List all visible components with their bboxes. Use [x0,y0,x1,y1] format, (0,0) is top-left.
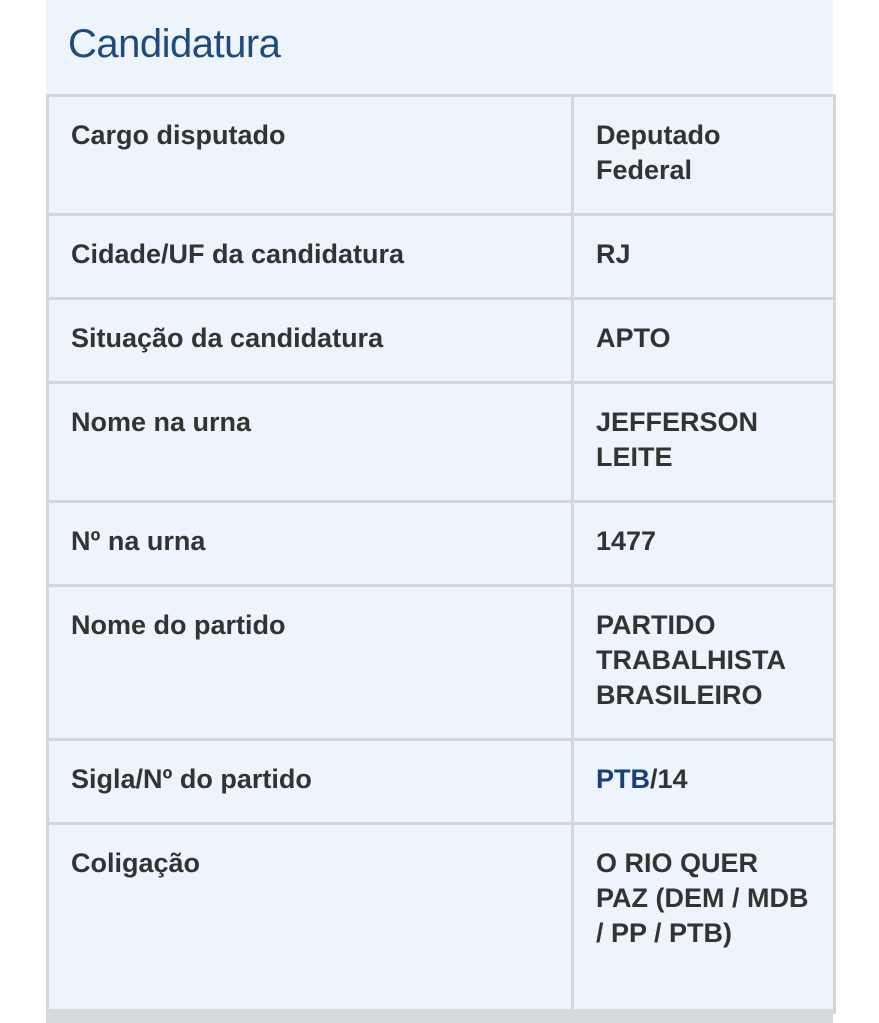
party-number: /14 [650,764,688,794]
row-label-situacao: Situação da candidatura [48,299,573,383]
row-value-coligacao: O RIO QUER PAZ (DEM / MDB / PP / PTB) [573,824,835,1013]
row-value-nome-partido: PARTIDO TRABALHISTA BRASILEIRO [573,586,835,740]
row-value-cidade-uf: RJ [573,215,835,299]
row-label-cidade-uf: Cidade/UF da candidatura [48,215,573,299]
table-row [48,502,835,586]
candidatura-panel [46,0,833,1023]
row-value-cargo: Deputado Federal [573,96,835,215]
row-value-numero-urna: 1477 [573,502,835,586]
bottom-divider [46,1009,833,1023]
row-label-nome-partido: Nome do partido [48,586,573,740]
table-row [48,215,835,299]
table-row [48,740,835,824]
row-value-situacao: APTO [573,299,835,383]
row-value-nome-urna: JEFFERSON LEITE [573,383,835,502]
table-row [48,586,835,740]
table-row [48,96,835,215]
table-row [48,299,835,383]
candidatura-table [46,94,836,1014]
party-acronym-link[interactable]: PTB [596,764,650,794]
section-title: Candidatura [68,22,281,66]
row-label-sigla-partido: Sigla/Nº do partido [48,740,573,824]
table-row [48,383,835,502]
row-value-sigla-partido [573,740,835,824]
row-label-numero-urna: Nº na urna [48,502,573,586]
row-label-cargo: Cargo disputado [48,96,573,215]
table-row [48,824,835,1013]
row-label-coligacao: Coligação [48,824,573,1013]
row-label-nome-urna: Nome na urna [48,383,573,502]
